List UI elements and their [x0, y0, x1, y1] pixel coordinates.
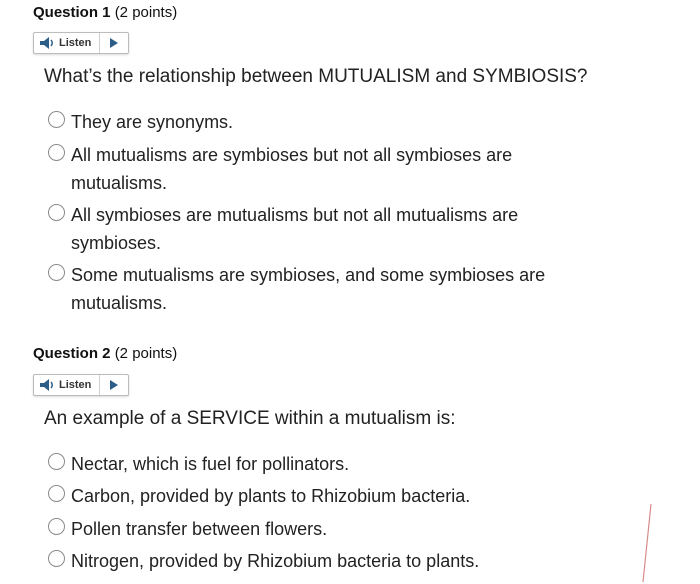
- question-number: Question 2: [33, 345, 111, 362]
- play-icon[interactable]: [110, 38, 118, 48]
- radio-button[interactable]: [48, 485, 65, 502]
- answer-option[interactable]: [46, 450, 606, 478]
- radio-button[interactable]: [48, 518, 65, 535]
- question-number: Question 1: [33, 4, 111, 21]
- stray-pen-mark: [640, 503, 654, 583]
- answer-option-label: Pollen transfer between flowers.: [71, 519, 328, 539]
- answer-option-label: All mutualisms are symbioses but not all symbioses are mutualisms.: [71, 145, 513, 193]
- radio-button[interactable]: [48, 264, 65, 281]
- question-points: (2 points): [114, 345, 178, 362]
- answer-option-label: All symbioses are mutualisms but not all mutualisms are symbioses.: [71, 205, 519, 253]
- play-icon[interactable]: [110, 380, 118, 390]
- answer-option[interactable]: [46, 201, 606, 257]
- answer-option-label: Nitrogen, provided by Rhizobium bacteria to plants.: [71, 551, 480, 571]
- answer-option-label: They are synonyms.: [71, 112, 234, 132]
- answer-option-label: Nectar, which is fuel for pollinators.: [71, 454, 350, 474]
- answer-option[interactable]: [46, 141, 606, 197]
- answer-option[interactable]: [46, 108, 606, 136]
- answer-option[interactable]: [46, 261, 606, 317]
- listen-button[interactable]: [33, 374, 129, 396]
- radio-button[interactable]: [48, 550, 65, 567]
- listen-divider: [99, 375, 100, 395]
- question-2-header: [33, 345, 177, 362]
- radio-button[interactable]: [48, 144, 65, 161]
- question-1-header: [33, 4, 177, 21]
- question-points: (2 points): [114, 4, 178, 21]
- radio-button[interactable]: [48, 204, 65, 221]
- answer-option[interactable]: [46, 515, 606, 543]
- answer-option-label: Carbon, provided by plants to Rhizobium bacteria.: [71, 486, 471, 506]
- question-prompt: An example of a SERVICE within a mutualism is:: [44, 408, 456, 429]
- answer-option[interactable]: [46, 547, 606, 575]
- listen-label: Listen: [59, 379, 92, 391]
- question-prompt: What’s the relationship between MUTUALISM and SYMBIOSIS?: [44, 66, 588, 87]
- answer-option[interactable]: [46, 482, 606, 510]
- answer-option-label: Some mutualisms are symbioses, and some symbioses are mutualisms.: [71, 265, 546, 313]
- listen-button[interactable]: [33, 32, 129, 54]
- speaker-icon: [40, 379, 56, 391]
- radio-button[interactable]: [48, 111, 65, 128]
- listen-divider: [99, 33, 100, 53]
- speaker-icon: [40, 37, 56, 49]
- radio-button[interactable]: [48, 453, 65, 470]
- listen-label: Listen: [59, 37, 92, 49]
